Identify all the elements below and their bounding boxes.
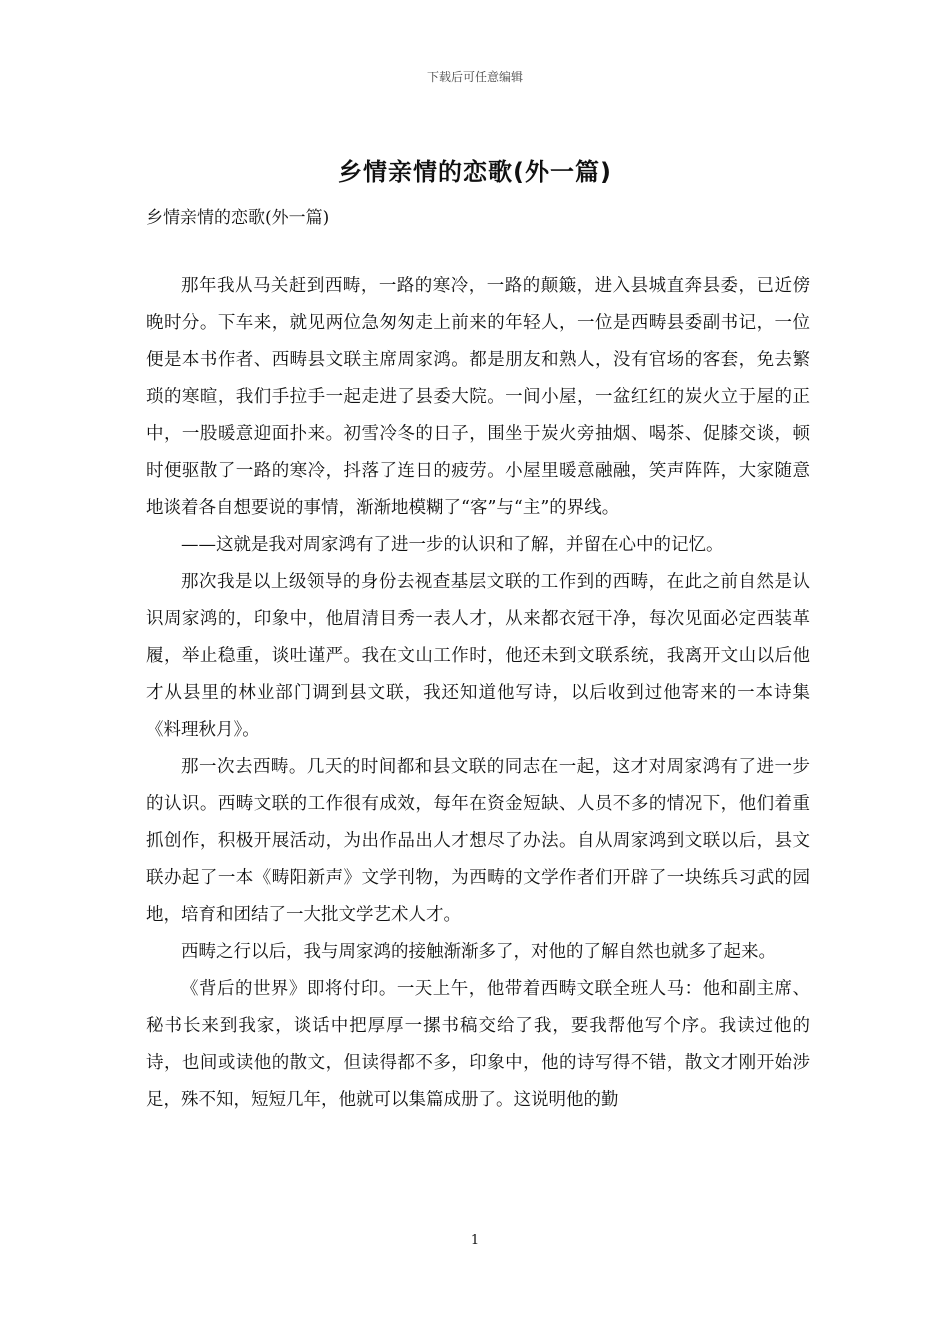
body-text bbox=[146, 268, 810, 1119]
paragraph: 那年我从马关赶到西畴，一路的寒冷，一路的颠簸，进入县城直奔县委，已近傍晚时分。下车来，就见两位急匆匆走上前来的年轻人，一位是西畴县委副书记，一位便是本书作者、西畴县文联主席周家鸿。都是朋友和熟人，没有官场的客套，免去繁琐的寒暄，我们手拉手一起走进了县委大院。一间小屋，一盆红红的炭火立于屋的正中，一股暖意迎面扑来。初雪冷冬的日子，围坐于炭火旁抽烟、喝茶、促膝交谈，顿时便驱散了一路的寒冷，抖落了连日的疲劳。小屋里暖意融融，笑声阵阵，大家随意地谈着各自想要说的事情，渐渐地模糊了“客”与“主”的界线。 bbox=[146, 276, 810, 518]
document-title: 乡情亲情的恋歌(外一篇) bbox=[338, 158, 612, 186]
paragraph: 那一次去西畴。几天的时间都和县文联的同志在一起，这才对周家鸿有了进一步的认识。西畴文联的工作很有成效，每年在资金短缺、人员不多的情况下，他们着重抓创作，积极开展活动，为出作品出人才想尽了办法。自从周家鸿到文联以后，县文联办起了一本《畴阳新声》文学刊物，为西畴的文学作者们开辟了一块练兵习武的园地，培育和团结了一大批文学艺术人才。 bbox=[146, 757, 810, 925]
page-number: 1 bbox=[470, 1233, 480, 1248]
paragraph: 那次我是以上级领导的身份去视查基层文联的工作到的西畴，在此之前自然是认识周家鸿的，印象中，他眉清目秀一表人才，从来都衣冠干净，每次见面必定西装革履，举止稳重，谈吐谨严。我在文山工作时，他还未到文联系统，我离开文山以后他才从县里的林业部门调到县文联，我还知道他写诗，以后收到过他寄来的一本诗集《料理秋月》。 bbox=[146, 572, 810, 740]
document-subtitle: 乡情亲情的恋歌(外一篇) bbox=[146, 208, 330, 228]
paragraph: 西畴之行以后，我与周家鸿的接触渐渐多了，对他的了解自然也就多了起来。 bbox=[181, 942, 776, 962]
paragraph: ——这就是我对周家鸿有了进一步的认识和了解，并留在心中的记忆。 bbox=[181, 535, 724, 555]
paragraph: 《背后的世界》即将付印。一天上午，他带着西畴文联全班人马：他和副主席、秘书长来到我家，谈话中把厚厚一摞书稿交给了我，要我帮他写个序。我读过他的诗，也间或读他的散文，但读得都不多，印象中，他的诗写得不错，散文才刚开始涉足，殊不知，短短几年，他就可以集篇成册了。这说明他的勤 bbox=[146, 979, 810, 1110]
header-note: 下载后可任意编辑 bbox=[426, 70, 523, 84]
